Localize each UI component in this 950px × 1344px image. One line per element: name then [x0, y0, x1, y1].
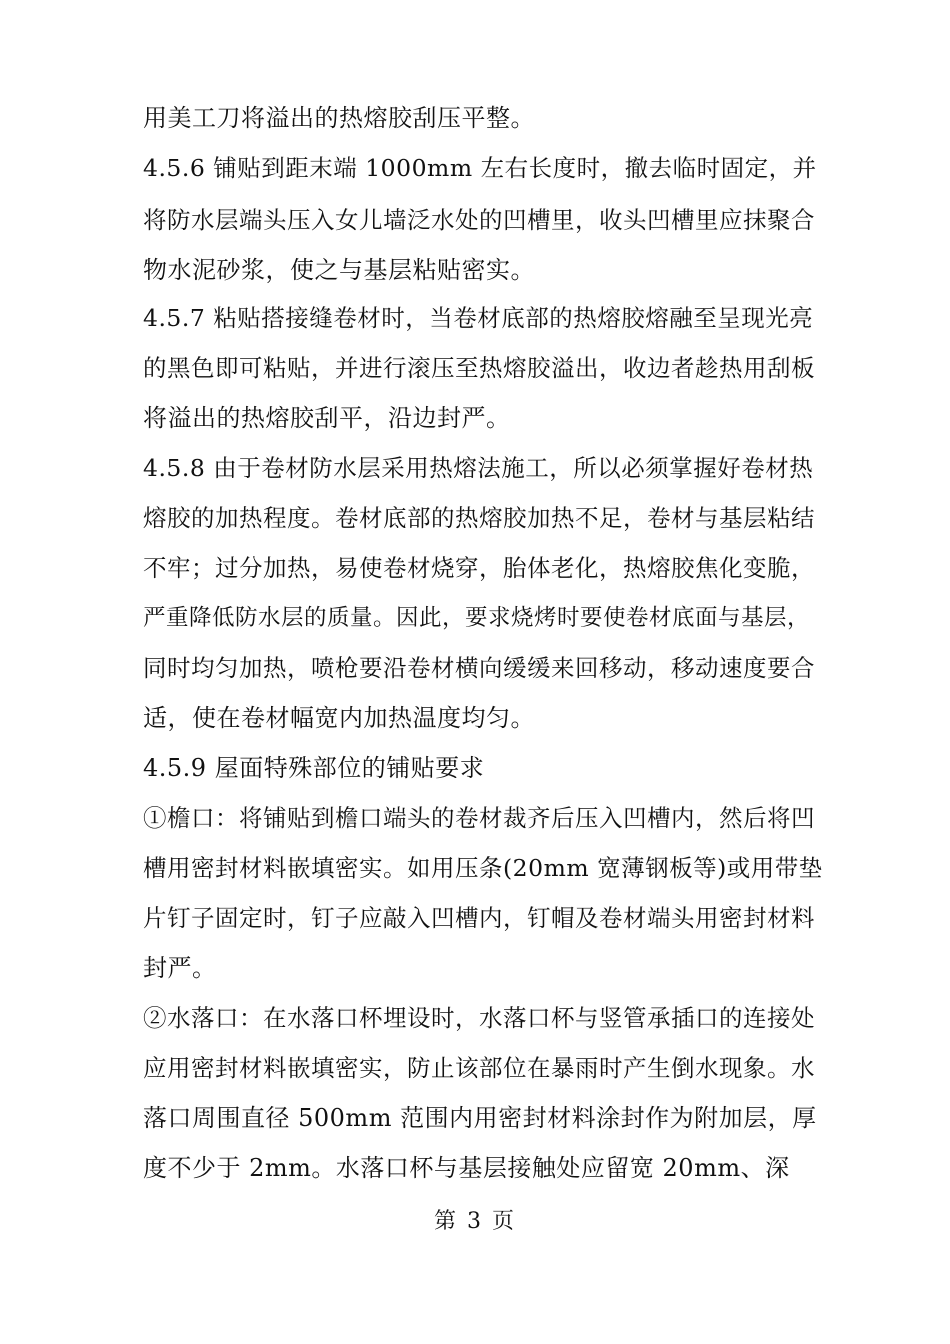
text-line: 度不少于 2mm。水落口杯与基层接触处应留宽 20mm、深 [143, 1154, 790, 1182]
text-line: 落口周围直径 500mm 范围内用密封材料涂封作为附加层，厚 [143, 1104, 817, 1132]
text-line: 用美工刀将溢出的热熔胶刮压平整。 [143, 104, 535, 132]
text-line: 4.5.6 铺贴到距末端 1000mm 左右长度时，撤去临时固定，并 [143, 154, 817, 182]
text-line: 应用密封材料嵌填密实，防止该部位在暴雨时产生倒水现象。水 [143, 1054, 815, 1082]
text-line: 严重降低防水层的质量。因此，要求烧烤时要使卷材底面与基层， [143, 605, 811, 631]
text-line: 不牢；过分加热，易使卷材烧穿，胎体老化，热熔胶焦化变脆， [143, 554, 815, 582]
text-line: ②水落口：在水落口杯埋设时，水落口杯与竖管承插口的连接处 [143, 1004, 815, 1032]
text-line: 4.5.9 屋面特殊部位的铺贴要求 [143, 754, 485, 782]
text-line: 适，使在卷材幅宽内加热温度均匀。 [143, 704, 535, 732]
text-line: ①檐口：将铺贴到檐口端头的卷材裁齐后压入凹槽内，然后将凹 [143, 804, 815, 832]
page-number: 第 3 页 [434, 1209, 516, 1234]
text-line: 将溢出的热熔胶刮平，沿边封严。 [143, 404, 511, 432]
text-line: 的黑色即可粘贴，并进行滚压至热熔胶溢出，收边者趁热用刮板 [143, 354, 815, 382]
text-line: 4.5.8 由于卷材防水层采用热熔法施工，所以必须掌握好卷材热 [143, 454, 814, 482]
text-line: 同时均匀加热，喷枪要沿卷材横向缓缓来回移动，移动速度要合 [143, 654, 815, 682]
text-line: 槽用密封材料嵌填密实。如用压条(20mm 宽薄钢板等)或用带垫 [143, 854, 823, 882]
text-line: 将防水层端头压入女儿墙泛水处的凹槽里，收头凹槽里应抹聚合 [143, 206, 815, 234]
text-line: 封严。 [143, 954, 217, 982]
text-line: 片钉子固定时，钉子应敲入凹槽内，钉帽及卷材端头用密封材料 [143, 904, 815, 932]
text-line: 4.5.7 粘贴搭接缝卷材时，当卷材底部的热熔胶熔融至呈现光亮 [143, 304, 814, 332]
text-line: 物水泥砂浆，使之与基层粘贴密实。 [143, 256, 535, 284]
text-line: 熔胶的加热程度。卷材底部的热熔胶加热不足，卷材与基层粘结 [143, 504, 815, 532]
